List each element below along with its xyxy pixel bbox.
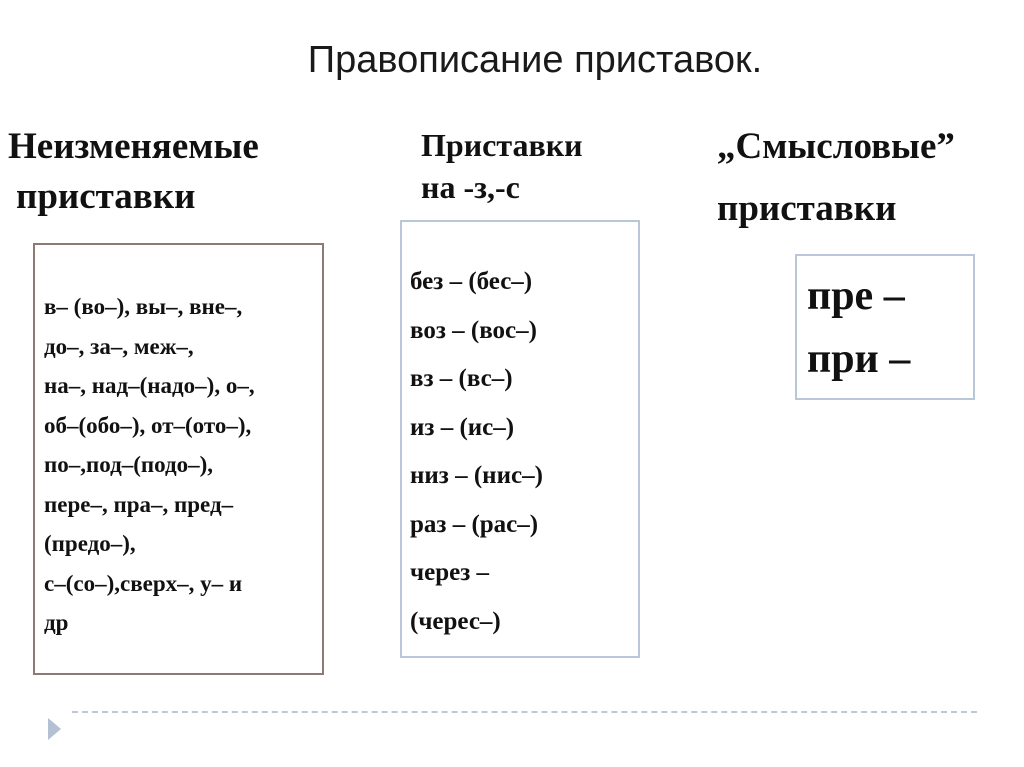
heading-line: Неизменяемые <box>8 126 259 167</box>
list-item: (предо–), <box>44 531 136 556</box>
heading-line: на -з,-с <box>421 169 520 205</box>
list-item: раз – (рас–) <box>410 510 539 538</box>
list-item: (черес–) <box>410 607 501 635</box>
list-item: в– (во–), вы–, вне–, <box>44 294 243 319</box>
list-item: пре – <box>807 273 905 319</box>
heading-semantic-prefixes <box>717 116 955 240</box>
heading-line: приставки <box>16 176 196 217</box>
list-item: через – <box>410 559 489 586</box>
list-item: воз – (вос–) <box>410 316 537 344</box>
list-item: об–(обо–), от–(ото–), <box>44 412 252 438</box>
list-item: низ – (нис–) <box>410 462 543 489</box>
list-item: пере–, пра–, пред– <box>44 491 234 517</box>
heading-line: „Смысловые” <box>717 126 955 167</box>
unchangeable-prefixes-box <box>33 243 324 675</box>
semantic-prefixes-box <box>795 254 975 400</box>
list-item: др <box>44 610 69 635</box>
heading-line: Приставки <box>421 127 583 163</box>
heading-z-s-prefixes <box>421 124 583 208</box>
list-item: вз – (вс–) <box>410 365 513 392</box>
list-item: из – (ис–) <box>410 413 515 441</box>
list-item: с–(со–),сверх–, у– и <box>44 570 243 596</box>
list-item: без – (бес–) <box>410 268 533 295</box>
list-item: по–,под–(подо–), <box>44 452 214 477</box>
list-item: при – <box>807 336 911 382</box>
footer-divider <box>72 711 977 713</box>
heading-line: приставки <box>717 188 897 229</box>
page-title: Правописание приставок. <box>307 39 763 81</box>
z-s-prefixes-box <box>400 220 640 658</box>
heading-unchangeable-prefixes <box>8 122 259 222</box>
list-item: на–, над–(надо–), о–, <box>44 373 255 398</box>
triangle-bullet-icon <box>48 718 61 740</box>
list-item: до–, за–, меж–, <box>44 333 194 359</box>
